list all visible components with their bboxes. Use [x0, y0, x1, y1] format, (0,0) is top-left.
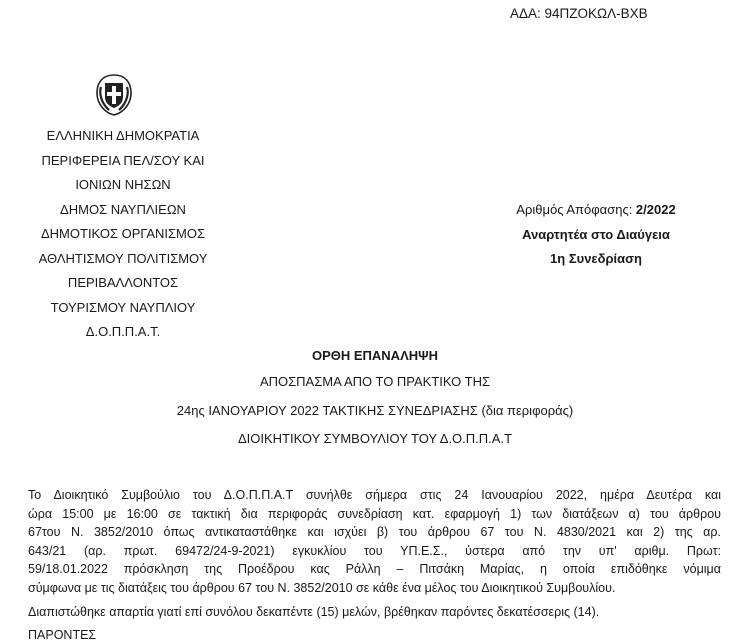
- decision-number-label: Αριθμός Απόφασης:: [516, 202, 636, 217]
- ada-code: ΑΔΑ: 94ΠΖΟΚΩΛ-ΒΧΒ: [510, 6, 648, 21]
- paragraph-line: Το Διοικητικό Συμβούλιο του Δ.Ο.Π.Π.Α.Τ συνήλθε σήμερα στις 24 Ιανουαρίου 2022, ημέρα Δευτέρα και: [28, 488, 721, 502]
- org-line: Δ.Ο.Π.Π.Α.Τ.: [85, 324, 161, 339]
- org-line: ΑΘΛΗΤΙΣΜΟΥ ΠΟΛΙΤΙΣΜΟΥ: [38, 251, 208, 266]
- decision-number-value: 2/2022: [635, 202, 676, 217]
- paragraph-line: 59/18.01.2022 πρόσκληση της Προέδρου κας Ράλλη – Πιτσάκη Μαρίας, η οποία επιδόθηκε νόμιμα: [28, 562, 721, 577]
- org-line: ΙΟΝΙΩΝ ΝΗΣΩΝ: [75, 177, 171, 192]
- posting-note: Αναρτητέα στο Διαύγεια: [522, 227, 670, 242]
- present-members-heading: ΠΑΡΟΝΤΕΣ: [28, 628, 97, 642]
- org-line: ΠΕΡΙΦΕΡΕΙΑ ΠΕΛ/ΣΟΥ ΚΑΙ: [41, 153, 205, 168]
- greek-emblem-icon: [93, 73, 135, 117]
- org-line: ΠΕΡΙΒΑΛΛΟΝΤΟΣ: [67, 275, 179, 290]
- title-excerpt: ΑΠΟΣΠΑΣΜΑ ΑΠΟ ΤΟ ΠΡΑΚΤΙΚΟ ΤΗΣ: [259, 374, 491, 389]
- session-label: 1η Συνεδρίαση: [550, 251, 642, 266]
- org-line: ΕΛΛΗΝΙΚΗ ΔΗΜΟΚΡΑΤΙΑ: [46, 128, 200, 143]
- body-paragraph-1: [28, 486, 721, 598]
- paragraph-line: 67του Ν. 3852/2010 όπως αντικαταστάθηκε και ισχύει β) του άρθρου 67 του Ν. 4830/2021 και 2) της αρ.: [28, 525, 721, 540]
- decision-number: [516, 202, 675, 217]
- title-board: ΔΙΟΙΚΗΤΙΚΟΥ ΣΥΜΒΟΥΛΙΟΥ ΤΟΥ Δ.Ο.Π.Π.Α.Τ: [237, 431, 513, 446]
- org-line: ΔΗΜΟΤΙΚΟΣ ΟΡΓΑΝΙΣΜΟΣ: [40, 226, 206, 241]
- org-line: ΤΟΥΡΙΣΜΟΥ ΝΑΥΠΛΙΟΥ: [50, 300, 196, 315]
- org-line: ΔΗΜΟΣ ΝΑΥΠΛΙΕΩΝ: [60, 202, 186, 217]
- paragraph-line: 643/21 (αρ. πρωτ. 69472/24-9-2021) εγκυκλίου του ΥΠ.Ε.Σ., ύστερα από την υπ' αριθμ. Πρωτ:: [28, 543, 721, 558]
- paragraph-line: σύμφωνα με τις διατάξεις του άρθρου 67 του Ν. 3852/2010 σε κάθε ένα μέλος του Διοικητικού Συμβουλίου.: [28, 580, 616, 595]
- body-paragraph-2: Διαπιστώθηκε απαρτία γιατί επί συνόλου δεκαπέντε (15) μελών, βρέθηκαν παρόντες δεκατέσσερις (14).: [28, 605, 600, 619]
- title-correction: ΟΡΘΗ ΕΠΑΝΑΛΗΨΗ: [311, 348, 439, 363]
- paragraph-line: ώρα 15:00 με 16:00 σε τακτική δια περιφοράς συνεδρίαση κατ. εφαρμογή 1) των διατάξεων α) του άρθρου: [28, 506, 721, 521]
- title-session: 24ης ΙΑΝΟΥΑΡΙΟΥ 2022 ΤΑΚΤΙΚΗΣ ΣΥΝΕΔΡΙΑΣΗΣ (δια περιφοράς): [176, 403, 574, 418]
